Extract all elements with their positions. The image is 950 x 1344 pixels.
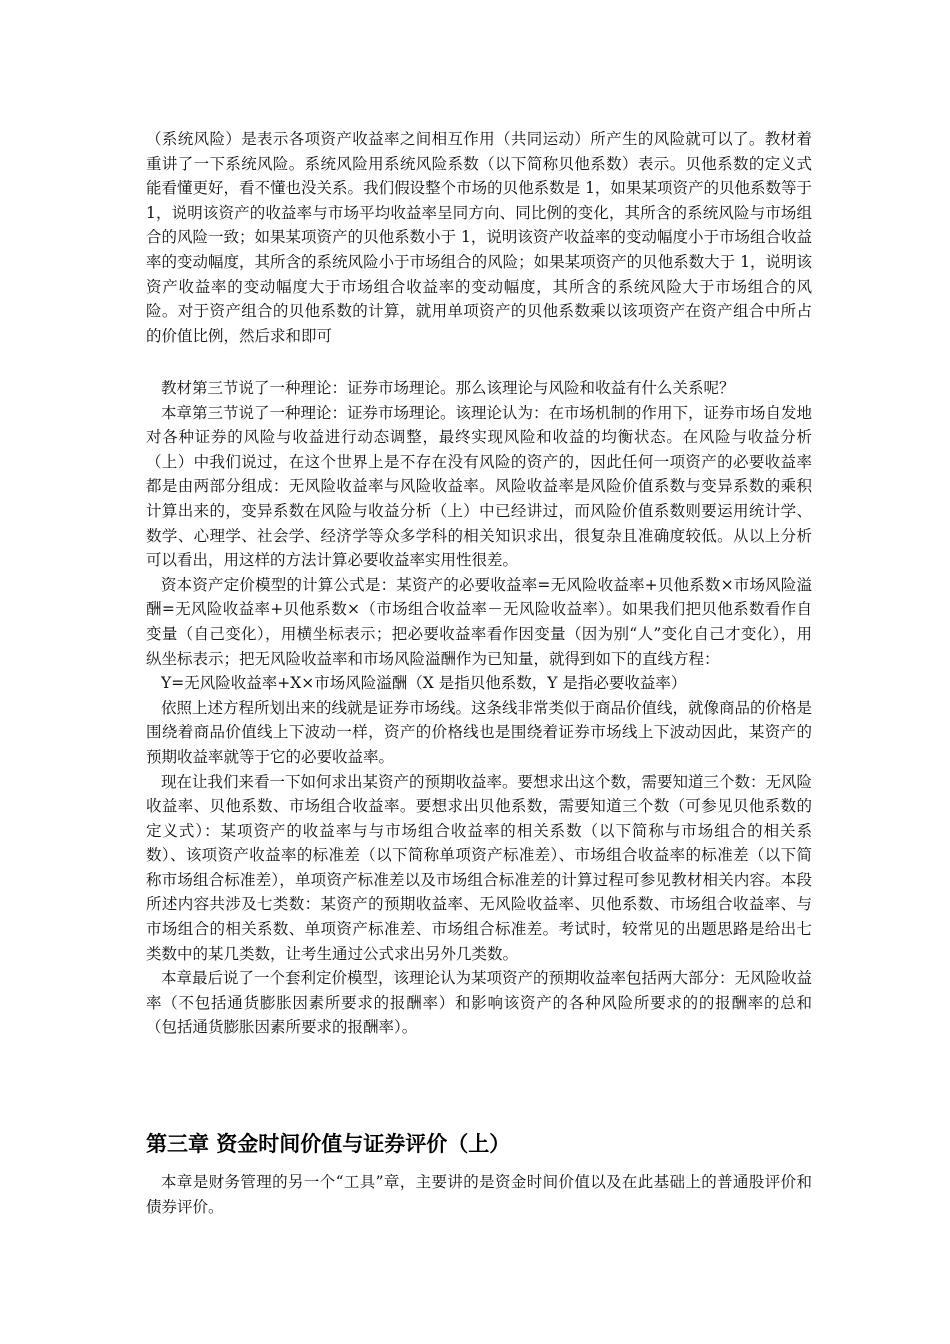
paragraph: 依照上述方程所划出来的线就是证券市场线。这条线非常类似于商品价值线，就像商品的价格是围绕着商品价值线上下波动一样，资产的价格线也是围绕着证券市场线上下波动因此，某资产的预期收益率就等于它的必要收益率。 bbox=[146, 698, 813, 766]
paragraph: 本章第三节说了一种理论：证券市场理论。该理论认为：在市场机制的作用下，证券市场自发地对各种证券的风险与收益进行动态调整，最终实现风险和收益的均衡状态。在风险与收益分析（上）中我们说过，在这个世界上是不存在没有风险的资产的，因此任何一项资产的必要收益率都是由两部分组成：无风险收益率与风险收益率。风险收益率是风险价值系数与变异系数的乘积计算出来的，变异系数在风险与收益分析（上）中已经讲过，而风险价值系数则要运用统计学、数学、心理学、社会学、经济学等众多学科的相关知识求出，很复杂且准确度较低。从以上分析可以看出，用这样的方法计算必要收益率实用性很差。 bbox=[146, 403, 813, 570]
paragraph: 本章是财务管理的另一个“工具”章，主要讲的是资金时间价值以及在此基础上的普通股评价和债券评价。 bbox=[146, 1173, 812, 1216]
text-section-main bbox=[146, 376, 812, 1040]
text-section-top bbox=[146, 127, 812, 348]
paragraph: （系统风险）是表示各项资产收益率之间相互作用（共同运动）所产生的风险就可以了。教材着重讲了一下系统风险。系统风险用系统风险系数（以下简称贝他系数）表示。贝他系数的定义式能看懂更好，看不懂也没关系。我们假设整个市场的贝他系数是 1，如果某项资产的贝他系数等于 1，说明该资产的收益率与市场平均收益率呈同方向、同比例的变化，其所含的系统风险与市场组合的风险一致；如果某项资产的贝他系数小于 1，说明该资产收益率的变动幅度小于市场组合收益率的变动幅度，其所含的系统风险小于市场组合的风险；如果某项资产的贝他系数大于 1，说明该资产收益率的变动幅度大于市场组合收益率的变动幅度，其所含的系统风险大于市场组合的风险。对于资产组合的贝他系数的计算，就用单项资产的贝他系数乘以该项资产在资产组合中所占的价值比例，然后求和即可 bbox=[146, 130, 812, 345]
paragraph: 教材第三节说了一种理论：证券市场理论。那么该理论与风险和收益有什么关系呢？ bbox=[161, 379, 735, 397]
paragraph: 现在让我们来看一下如何求出某资产的预期收益率。要想求出这个数，需要知道三个数：无风险收益率、贝他系数、市场组合收益率。要想求出贝他系数，需要知道三个数（可参见贝他系数的定义式）：某项资产的收益率与与市场组合收益率的相关系数（以下简称与市场组合的相关系数）、该项资产收益率的标准差（以下简称单项资产标准差）、市场组合收益率的标准差（以下简称市场组合标准差），单项资产标准差以及市场组合标准差的计算过程可参见教材相关内容。本段所述内容共涉及七类数：某资产的预期收益率、无风险收益率、贝他系数、市场组合收益率、与市场组合的相关系数、单项资产标准差、市场组合标准差。考试时，较常见的出题思路是给出七类数中的某几类数，让考生通过公式求出另外几类数。 bbox=[146, 772, 813, 963]
chapter-heading: 第三章 资金时间价值与证券评价（上） bbox=[146, 1132, 511, 1156]
formula-line: Y=无风险收益率+X×市场风险溢酬（X 是指贝他系数，Y 是指必要收益率） bbox=[161, 674, 687, 693]
paragraph: 本章最后说了一个套利定价模型，该理论认为某项资产的预期收益率包括两大部分：无风险收益率（不包括通货膨胀因素所要求的报酬率）和影响该资产的各种风险所要求的的报酬率的总和（包括通货膨胀因素所要求的报酬率）。 bbox=[146, 969, 813, 1037]
text-section-bottom bbox=[146, 1170, 812, 1219]
paragraph: 资本资产定价模型的计算公式是：某资产的必要收益率=无风险收益率+贝他系数×市场风险溢酬=无风险收益率+贝他系数×（市场组合收益率－无风险收益率）。如果我们把贝他系数看作自变量（自己变化），用横坐标表示；把必要收益率看作因变量（因为别“人”变化自己才变化），用纵坐标表示；把无风险收益率和市场风险溢酬作为已知量，就得到如下的直线方程： bbox=[146, 575, 812, 668]
